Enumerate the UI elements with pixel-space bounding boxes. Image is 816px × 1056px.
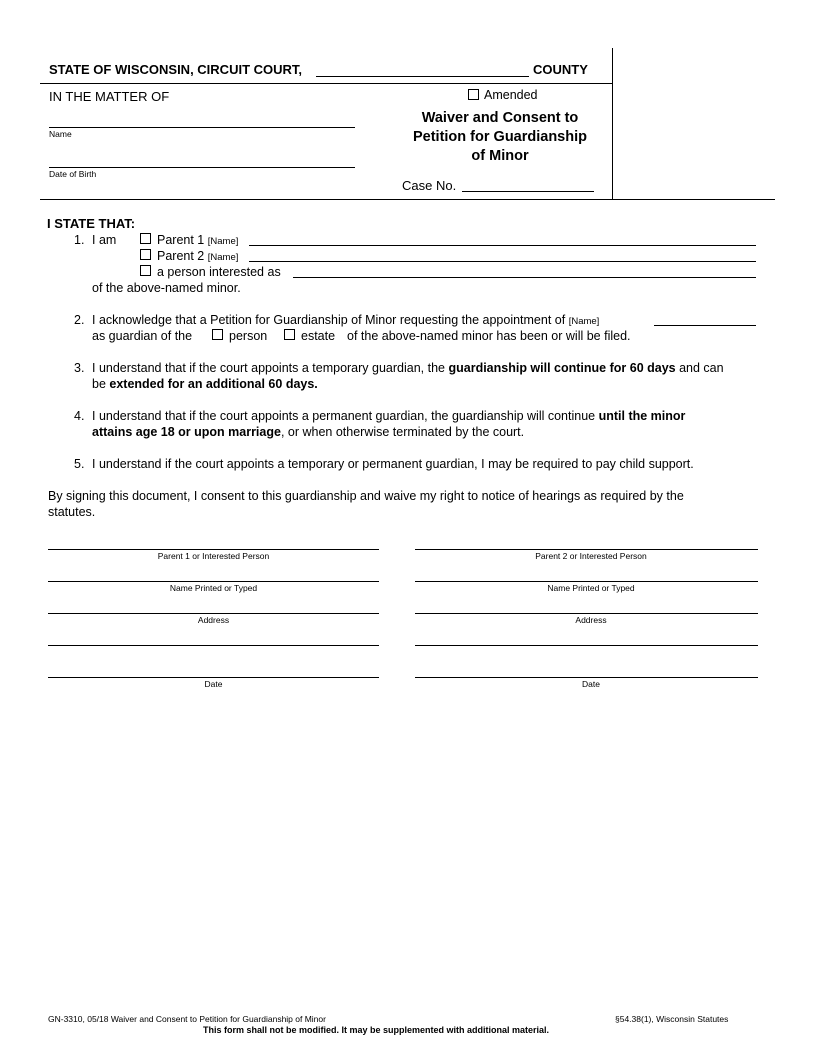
name-label: Name <box>49 129 72 139</box>
interested-as-field[interactable] <box>293 277 756 278</box>
item3-bold-b: extended for an additional 60 days. <box>109 377 318 391</box>
right-name-line[interactable] <box>415 581 758 582</box>
item5-number: 5. <box>74 457 85 471</box>
court-caption: STATE OF WISCONSIN, CIRCUIT COURT, <box>49 62 303 77</box>
parent2-name-field[interactable] <box>249 261 756 262</box>
item2-name-tag: [Name] <box>568 316 600 327</box>
dob-field[interactable] <box>49 167 355 168</box>
item1-number: 1. <box>74 233 85 247</box>
interested-person-label: a person interested as <box>157 265 281 279</box>
parent1-name-field[interactable] <box>249 245 756 246</box>
item5-text: I understand if the court appoints a temporary or permanent guardian, I may be required to pay child support. <box>92 457 694 471</box>
left-address-label: Address <box>197 615 230 625</box>
right-address-line1[interactable] <box>415 613 758 614</box>
item4-number: 4. <box>74 409 85 423</box>
item3-text-b: and can <box>675 361 724 375</box>
right-signature-line[interactable] <box>415 549 758 550</box>
interested-person-checkbox[interactable] <box>140 265 151 276</box>
parent1-checkbox[interactable] <box>140 233 151 244</box>
header-bottom-rule <box>40 199 775 200</box>
amended-label: Amended <box>484 88 538 102</box>
item3-line2 <box>92 376 318 392</box>
county-field[interactable] <box>316 76 529 77</box>
item4-text-b: , or when otherwise terminated by the court. <box>280 425 525 439</box>
case-no-field[interactable] <box>462 191 594 192</box>
item3-bold-a: guardianship will continue for 60 days <box>448 361 676 375</box>
guardian-name-field[interactable] <box>654 325 756 326</box>
consent-line2: statutes. <box>48 505 96 519</box>
amended-checkbox[interactable] <box>468 89 479 100</box>
statute-reference: §54.38(1), Wisconsin Statutes <box>615 1014 729 1024</box>
caption-rule <box>40 83 612 84</box>
item3-text-a: I understand that if the court appoints a temporary guardian, the <box>92 361 449 375</box>
left-signature-label: Parent 1 or Interested Person <box>157 551 270 561</box>
form-id: GN-3310, 05/18 Waiver and Consent to Petition for Guardianship of Minor <box>48 1014 326 1024</box>
item4-line2 <box>92 424 524 440</box>
form-title <box>392 109 608 166</box>
item2-text: I acknowledge that a Petition for Guardianship of Minor requesting the appointment of <box>92 313 566 327</box>
left-address-line1[interactable] <box>48 613 379 614</box>
item2-line2-b: of the above-named minor has been or will be filed. <box>347 329 631 343</box>
item1-i-am: I am <box>92 233 117 247</box>
consent-line1: By signing this document, I consent to this guardianship and waive my right to notice of hearings as required by the <box>48 489 684 503</box>
left-name-label: Name Printed or Typed <box>169 583 258 593</box>
right-date-line[interactable] <box>415 677 758 678</box>
case-no-label: Case No. <box>402 178 457 193</box>
item4-line1 <box>92 408 685 424</box>
left-address-line2[interactable] <box>48 645 379 646</box>
parent1-name-tag: [Name] <box>207 236 239 247</box>
estate-label: estate <box>301 329 336 343</box>
form-title-line3: of Minor <box>471 148 529 164</box>
person-label: person <box>229 329 268 343</box>
right-date-label: Date <box>582 679 600 689</box>
dob-label: Date of Birth <box>49 169 97 179</box>
form-title-line2: Petition for Guardianship <box>412 129 587 145</box>
i-state-heading: I STATE THAT: <box>47 216 136 231</box>
left-date-label: Date <box>204 679 223 689</box>
item4-bold-a: until the minor <box>598 409 686 423</box>
parent2-name-tag: [Name] <box>207 252 239 263</box>
parent2-checkbox[interactable] <box>140 249 151 260</box>
right-name-label: Name Printed or Typed <box>547 583 635 593</box>
county-label: COUNTY <box>533 62 588 77</box>
parent2-text: Parent 2 <box>157 249 205 263</box>
item4-text-a: I understand that if the court appoints a permanent guardian, the guardianship will continue <box>92 409 599 423</box>
item4-bold-b: attains age 18 or upon marriage <box>92 425 281 439</box>
left-name-line[interactable] <box>48 581 379 582</box>
item2-number: 2. <box>74 313 85 327</box>
item1-tail: of the above-named minor. <box>92 281 241 295</box>
right-address-line2[interactable] <box>415 645 758 646</box>
right-signature-label: Parent 2 or Interested Person <box>535 551 647 561</box>
name-field[interactable] <box>49 127 355 128</box>
left-signature-line[interactable] <box>48 549 379 550</box>
item3-text-c: be <box>92 377 110 391</box>
item2-line2-a: as guardian of the <box>92 329 193 343</box>
item3-number: 3. <box>74 361 85 375</box>
estate-checkbox[interactable] <box>284 329 295 340</box>
right-address-label: Address <box>575 615 607 625</box>
modification-notice: This form shall not be modified. It may be supplemented with additional material. <box>203 1025 550 1035</box>
item3-line1 <box>92 360 772 376</box>
person-checkbox[interactable] <box>212 329 223 340</box>
header-divider <box>612 48 613 199</box>
form-title-line1: Waiver and Consent to <box>421 110 579 126</box>
in-the-matter-label: IN THE MATTER OF <box>49 89 170 104</box>
left-date-line[interactable] <box>48 677 379 678</box>
parent1-text: Parent 1 <box>157 233 205 247</box>
